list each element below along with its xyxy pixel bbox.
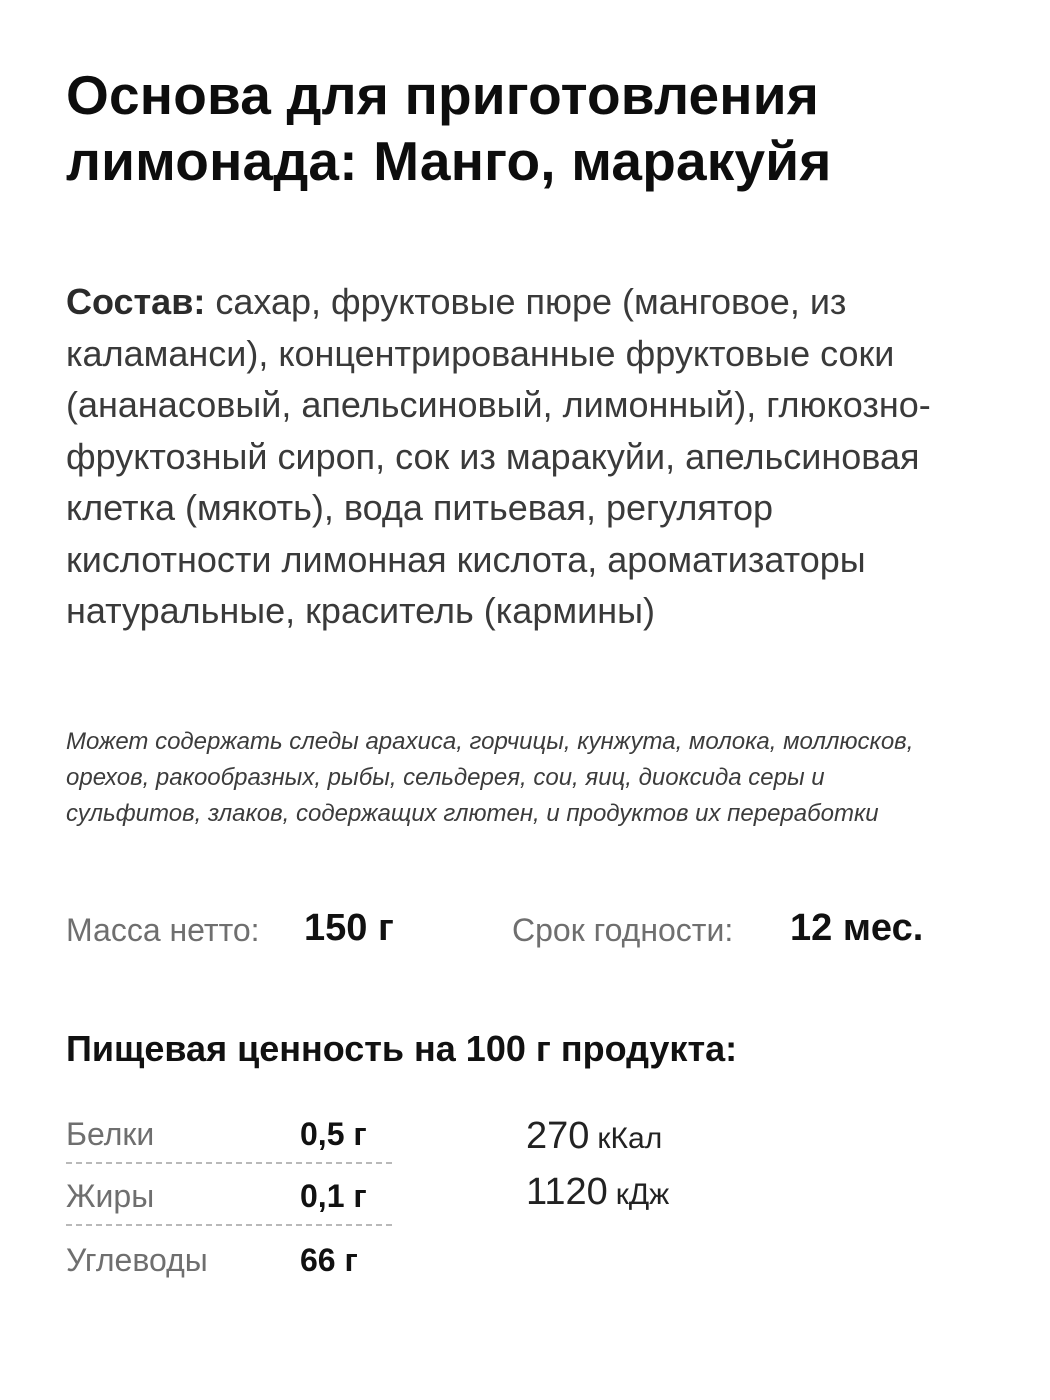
shelf-life-value: 12 мес. [790,907,924,949]
nutrition-row-protein [66,1106,392,1164]
product-title [66,62,1006,194]
nutrient-value: 0,5 г [300,1116,367,1152]
composition-text: сахар, фруктовые пюре (манговое, из каламанси), концентрированные фруктовые соки (ананасовый, апельсиновый, лимонный), глюкозно-фруктозный сироп, сок из маракуйи, апельсиновая клетка (мякоть), вода питьевая, регулятор кислотности лимонная кислота, ароматизаторы натуральные, краситель (кармины) [66,281,931,631]
nutrient-name: Углеводы [66,1242,208,1278]
composition-label: Состав: [66,281,206,322]
shelf-life-label: Срок годности: [512,912,734,948]
energy-kcal [526,1112,662,1163]
net-weight-value: 150 г [304,907,394,949]
net-weight-label: Масса нетто: [66,912,260,948]
nutrition-title: Пищевая ценность на 100 г продукта: [66,1028,738,1069]
product-title-line-1: Основа для приготовления [66,64,820,126]
product-title-line-2: лимонада: Манго, маракуйя [66,130,832,192]
energy-kcal-value: 270 [526,1115,590,1157]
nutrient-name: Белки [66,1116,155,1152]
nutrition-row-fat [66,1168,392,1226]
energy-kcal-unit: кКал [597,1122,663,1155]
nutrient-value: 0,1 г [300,1178,367,1214]
nutrient-value: 66 г [300,1242,358,1278]
nutrient-name: Жиры [66,1178,155,1214]
nutrition-row-carbs [66,1232,392,1288]
energy-kj-unit: кДж [615,1178,670,1211]
energy-kj-value: 1120 [526,1171,608,1213]
composition-block [66,276,986,637]
allergen-warning: Может содержать следы арахиса, горчицы, кунжута, молока, моллюсков, орехов, ракообразных, рыбы, сельдерея, сои, яиц, диоксида серы и сульфитов, злаков, содержащих глютен, и продуктов их переработки [66,728,914,827]
energy-kj [526,1168,669,1219]
